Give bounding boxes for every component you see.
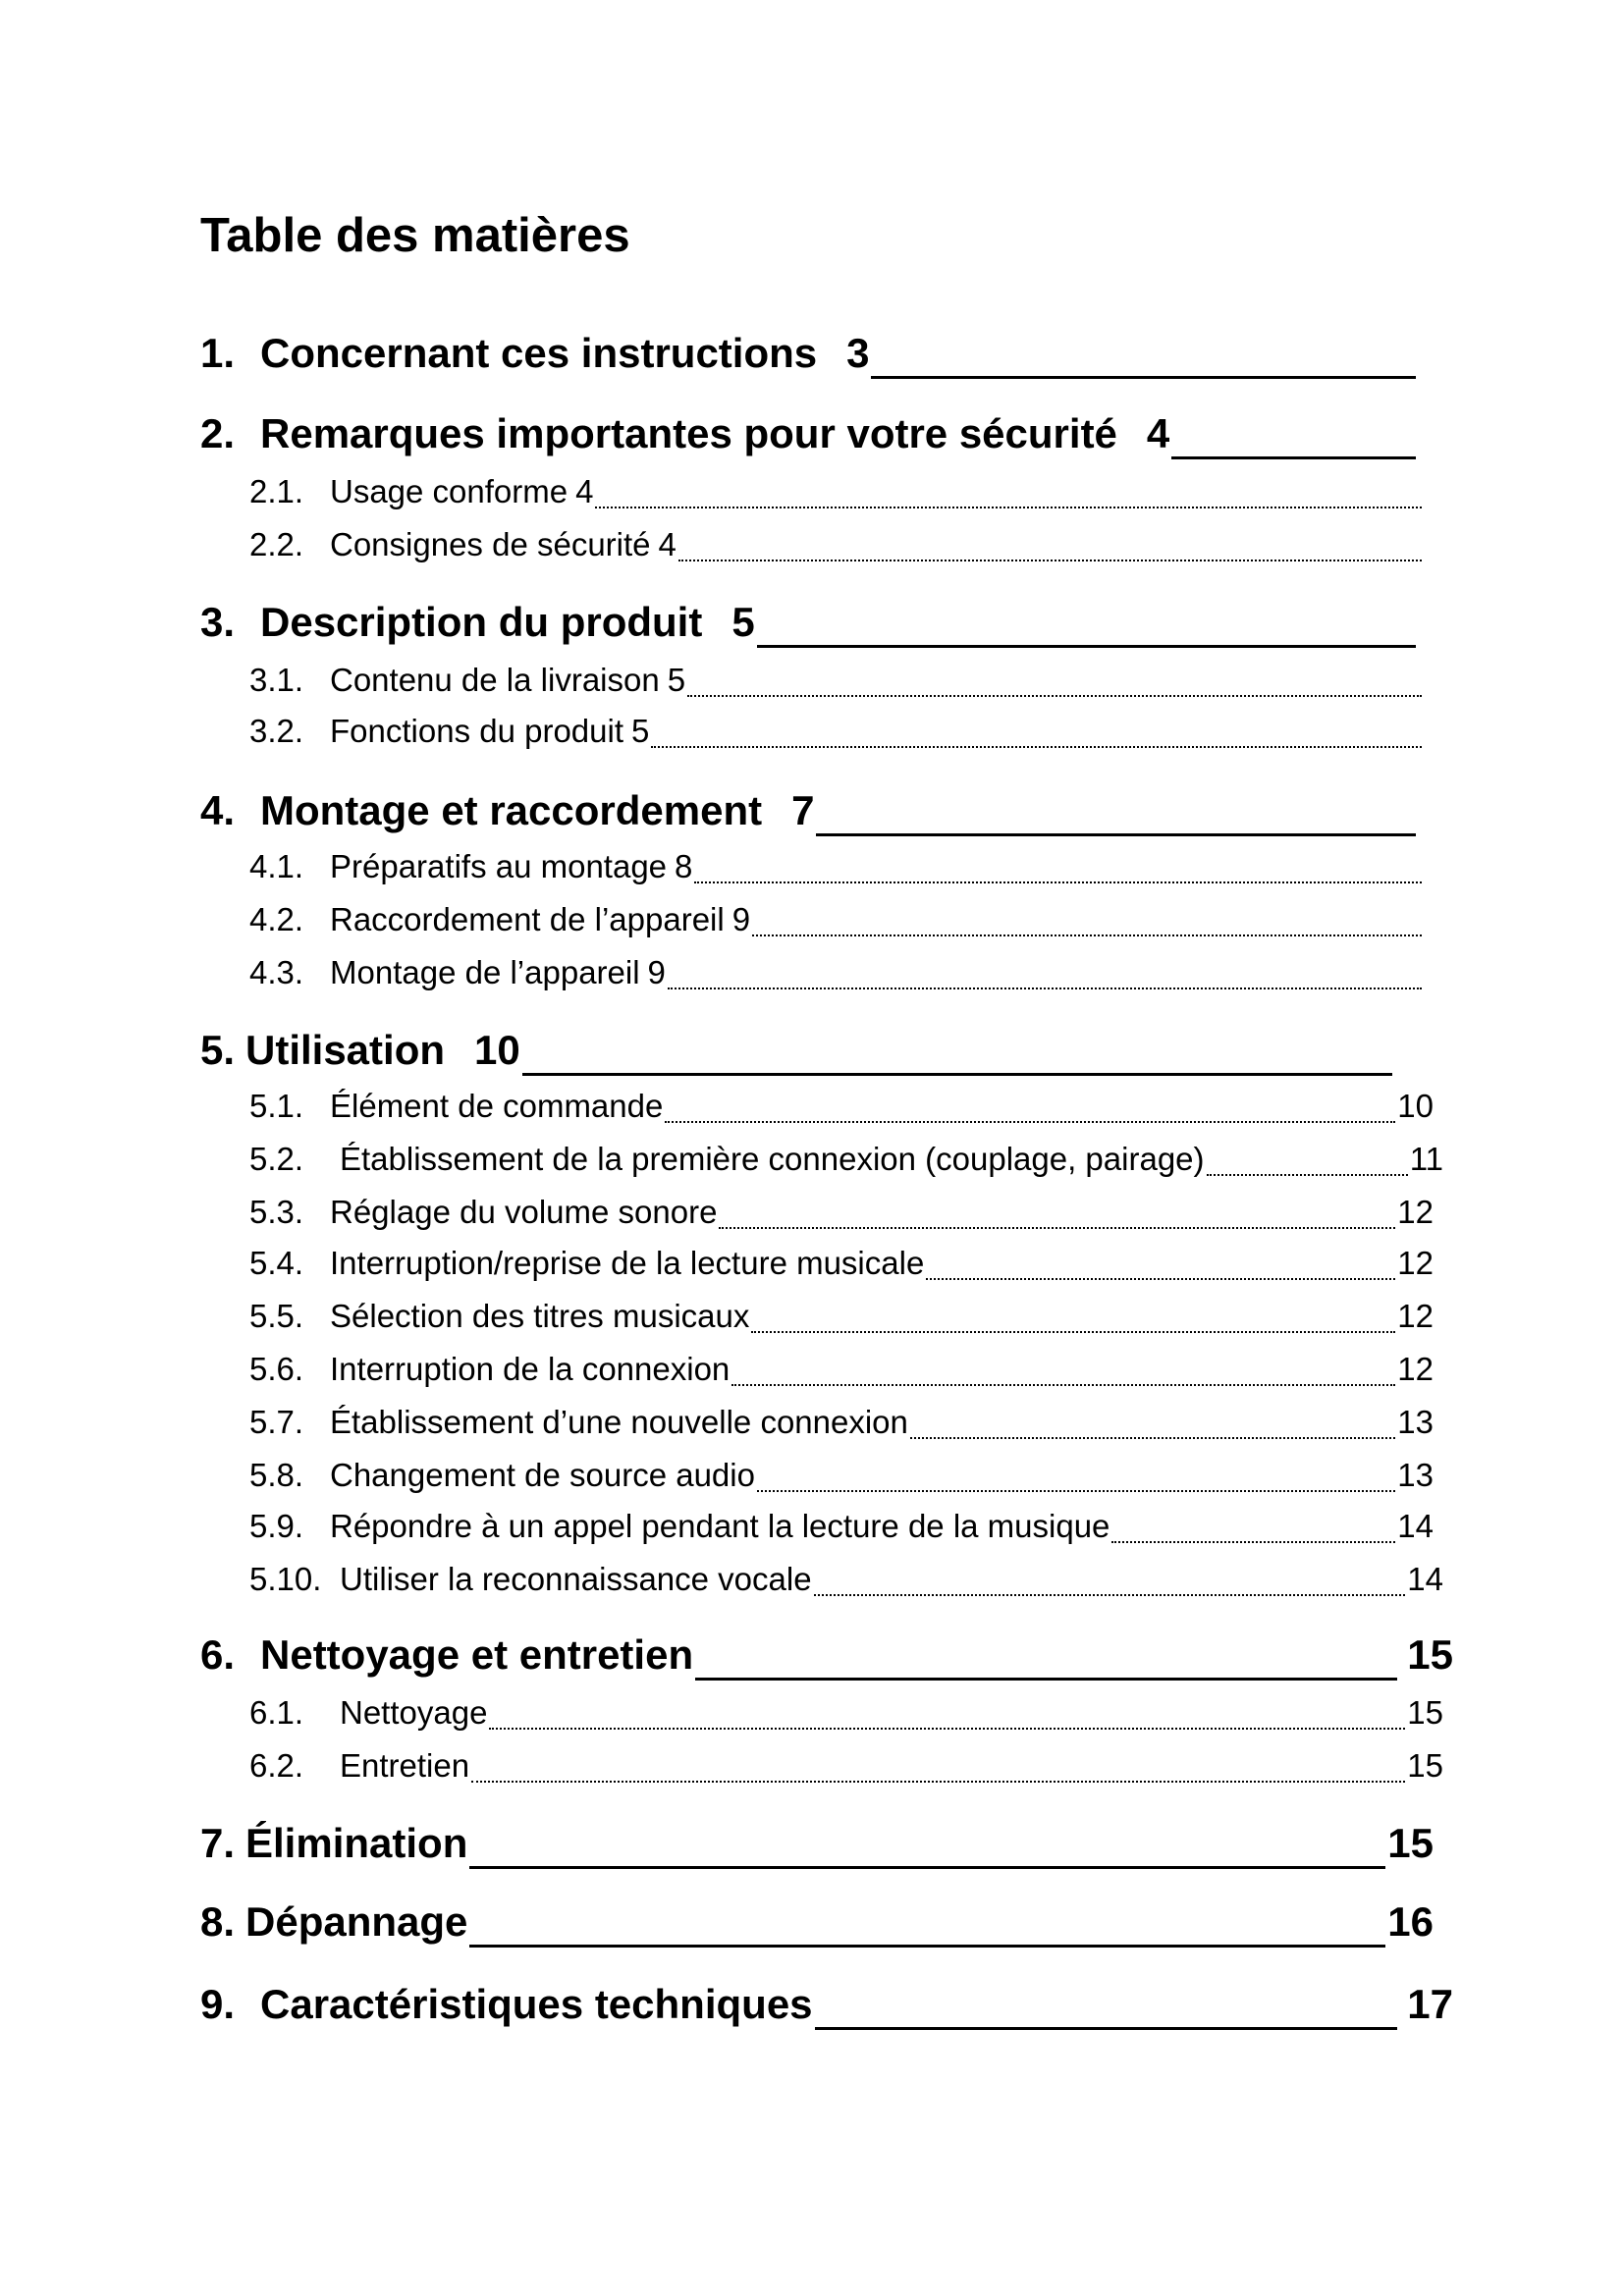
page-number: 13 bbox=[1397, 1457, 1434, 1493]
subsection-title: Établissement de la première connexion (couplage, pairage) bbox=[340, 1141, 1205, 1177]
subsection-number: 5.4. bbox=[249, 1245, 304, 1281]
subsection-number: 5.1. bbox=[249, 1088, 304, 1124]
toc-subsection-2-2[interactable] bbox=[249, 522, 1424, 567]
subsection-title: Interruption/reprise de la lecture musicale bbox=[330, 1245, 925, 1281]
dotted-leader bbox=[910, 1437, 1395, 1439]
page-number: 10 bbox=[474, 1027, 520, 1073]
subsection-title: Préparatifs au montage bbox=[330, 848, 668, 884]
subsection-number: 3.2. bbox=[249, 713, 304, 749]
toc-subsection-5-3[interactable] bbox=[249, 1190, 1434, 1235]
page-number: 5 bbox=[631, 713, 650, 749]
section-title: Montage et raccordement bbox=[260, 787, 763, 833]
dotted-leader bbox=[668, 988, 1422, 989]
section-number: 5. bbox=[200, 1027, 236, 1073]
leader-line bbox=[469, 1866, 1385, 1869]
section-number: 3. bbox=[200, 599, 236, 645]
page-number: 17 bbox=[1407, 1981, 1453, 2027]
page-number: 4 bbox=[1146, 410, 1170, 456]
section-number: 2. bbox=[200, 410, 236, 456]
section-title: Concernant ces instructions bbox=[260, 330, 818, 376]
toc-section-7[interactable] bbox=[200, 1814, 1434, 1871]
toc-subsection-6-1[interactable] bbox=[249, 1690, 1443, 1735]
subsection-number: 5.10. bbox=[249, 1561, 322, 1597]
dotted-leader bbox=[751, 1331, 1395, 1333]
subsection-title: Sélection des titres musicaux bbox=[330, 1298, 750, 1334]
toc-section-1[interactable] bbox=[200, 324, 1418, 381]
toc-subsection-6-2[interactable] bbox=[249, 1743, 1443, 1789]
subsection-title: Entretien bbox=[340, 1747, 470, 1784]
dotted-leader bbox=[678, 560, 1422, 561]
subsection-number: 6.1. bbox=[249, 1694, 304, 1731]
page-number: 8 bbox=[675, 848, 693, 884]
subsection-number: 5.3. bbox=[249, 1194, 304, 1230]
toc-subsection-2-1[interactable] bbox=[249, 469, 1424, 514]
subsection-title: Utiliser la reconnaissance vocale bbox=[340, 1561, 812, 1597]
section-title: Dépannage bbox=[245, 1898, 468, 1945]
toc-subsection-5-10[interactable] bbox=[249, 1557, 1443, 1602]
toc-subsection-3-1[interactable] bbox=[249, 658, 1424, 703]
subsection-title: Répondre à un appel pendant la lecture de la musique bbox=[330, 1508, 1110, 1544]
dotted-leader bbox=[489, 1728, 1405, 1730]
toc-subsection-3-2[interactable] bbox=[249, 709, 1424, 754]
section-title: Description du produit bbox=[260, 599, 703, 645]
page-number: 15 bbox=[1407, 1694, 1443, 1731]
toc-subsection-5-9[interactable] bbox=[249, 1504, 1434, 1549]
subsection-title: Interruption de la connexion bbox=[330, 1351, 731, 1387]
page-number: 14 bbox=[1407, 1561, 1443, 1597]
section-title: Élimination bbox=[245, 1820, 468, 1866]
toc-subsection-5-4[interactable] bbox=[249, 1241, 1434, 1286]
page-number: 12 bbox=[1397, 1298, 1434, 1334]
toc-subsection-5-1[interactable] bbox=[249, 1084, 1434, 1129]
page-number: 16 bbox=[1387, 1898, 1434, 1945]
toc-subsection-5-2[interactable] bbox=[249, 1137, 1443, 1182]
page-number: 5 bbox=[731, 599, 755, 645]
dotted-leader bbox=[651, 746, 1422, 748]
subsection-number: 6.2. bbox=[249, 1747, 304, 1784]
section-number: 4. bbox=[200, 787, 236, 833]
page-number: 4 bbox=[575, 473, 594, 509]
subsection-number: 4.2. bbox=[249, 901, 304, 937]
section-number: 9. bbox=[200, 1981, 236, 2027]
leader-line bbox=[469, 1945, 1385, 1948]
page-number: 5 bbox=[667, 662, 686, 698]
subsection-number: 4.1. bbox=[249, 848, 304, 884]
dotted-leader bbox=[471, 1781, 1405, 1783]
dotted-leader bbox=[926, 1278, 1395, 1280]
section-title: Caractéristiques techniques bbox=[260, 1981, 813, 2027]
page-number: 11 bbox=[1409, 1141, 1443, 1177]
subsection-title: Montage de l’appareil bbox=[330, 954, 640, 990]
dotted-leader bbox=[719, 1227, 1395, 1229]
leader-line bbox=[757, 645, 1416, 648]
dotted-leader bbox=[752, 934, 1422, 936]
page-number: 3 bbox=[846, 330, 870, 376]
dotted-leader bbox=[757, 1490, 1395, 1492]
subsection-number: 5.9. bbox=[249, 1508, 304, 1544]
page-number: 15 bbox=[1387, 1820, 1434, 1866]
subsection-title: Contenu de la livraison bbox=[330, 662, 660, 698]
subsection-number: 2.2. bbox=[249, 526, 304, 562]
page-number: 7 bbox=[791, 787, 815, 833]
page-number: 9 bbox=[731, 901, 751, 937]
toc-section-8[interactable] bbox=[200, 1893, 1434, 1949]
section-number: 8. bbox=[200, 1898, 236, 1945]
leader-line bbox=[815, 2027, 1398, 2030]
section-number: 1. bbox=[200, 330, 236, 376]
subsection-title: Fonctions du produit bbox=[330, 713, 624, 749]
section-title: Remarques importantes pour votre sécurité bbox=[260, 410, 1117, 456]
leader-line bbox=[522, 1073, 1392, 1076]
section-title: Utilisation bbox=[245, 1027, 446, 1073]
toc-section-3[interactable] bbox=[200, 593, 1418, 650]
page-number: 10 bbox=[1397, 1088, 1434, 1124]
dotted-leader bbox=[665, 1121, 1395, 1123]
toc-subsection-5-6[interactable] bbox=[249, 1347, 1434, 1392]
dotted-leader bbox=[694, 881, 1422, 883]
toc-subsection-5-5[interactable] bbox=[249, 1294, 1434, 1339]
toc-section-9[interactable] bbox=[200, 1975, 1453, 2032]
toc-subsection-4-2[interactable] bbox=[249, 897, 1424, 942]
leader-line bbox=[816, 833, 1416, 836]
subsection-number: 4.3. bbox=[249, 954, 304, 990]
subsection-number: 3.1. bbox=[249, 662, 304, 698]
page-number: 15 bbox=[1407, 1747, 1443, 1784]
toc-subsection-5-8[interactable] bbox=[249, 1453, 1434, 1498]
subsection-number: 5.2. bbox=[249, 1141, 304, 1177]
subsection-title: Réglage du volume sonore bbox=[330, 1194, 718, 1230]
subsection-number: 5.8. bbox=[249, 1457, 304, 1493]
toc-section-5[interactable] bbox=[200, 1021, 1394, 1078]
toc-subsection-4-1[interactable] bbox=[249, 844, 1424, 889]
page-number: 12 bbox=[1397, 1194, 1434, 1230]
page-title: Table des matières bbox=[200, 209, 630, 262]
subsection-title: Élément de commande bbox=[330, 1088, 664, 1124]
toc-section-4[interactable] bbox=[200, 781, 1418, 838]
dotted-leader bbox=[1207, 1174, 1408, 1176]
subsection-title: Nettoyage bbox=[340, 1694, 488, 1731]
page-number: 14 bbox=[1397, 1508, 1434, 1544]
section-number: 6. bbox=[200, 1631, 236, 1678]
leader-line bbox=[871, 376, 1416, 379]
dotted-leader bbox=[814, 1594, 1406, 1596]
dotted-leader bbox=[731, 1384, 1395, 1386]
subsection-title: Changement de source audio bbox=[330, 1457, 755, 1493]
page-number: 9 bbox=[647, 954, 666, 990]
subsection-title: Établissement d’une nouvelle connexion bbox=[330, 1404, 908, 1440]
subsection-title: Raccordement de l’appareil bbox=[330, 901, 725, 937]
dotted-leader bbox=[687, 695, 1422, 697]
page-number: 12 bbox=[1397, 1351, 1434, 1387]
subsection-number: 2.1. bbox=[249, 473, 304, 509]
toc-section-2[interactable] bbox=[200, 404, 1418, 461]
dotted-leader bbox=[595, 507, 1422, 508]
leader-line bbox=[1171, 456, 1416, 459]
page-number: 13 bbox=[1397, 1404, 1434, 1440]
subsection-title: Consignes de sécurité bbox=[330, 526, 651, 562]
page-number: 4 bbox=[658, 526, 677, 562]
toc-section-6[interactable] bbox=[200, 1626, 1453, 1682]
subsection-number: 5.5. bbox=[249, 1298, 304, 1334]
subsection-number: 5.6. bbox=[249, 1351, 304, 1387]
leader-line bbox=[695, 1678, 1397, 1681]
toc-subsection-4-3[interactable] bbox=[249, 950, 1424, 995]
section-title: Nettoyage et entretien bbox=[260, 1631, 694, 1678]
dotted-leader bbox=[1111, 1541, 1395, 1543]
page-number: 15 bbox=[1407, 1631, 1453, 1678]
toc-subsection-5-7[interactable] bbox=[249, 1400, 1434, 1445]
page-number: 12 bbox=[1397, 1245, 1434, 1281]
subsection-number: 5.7. bbox=[249, 1404, 304, 1440]
subsection-title: Usage conforme bbox=[330, 473, 568, 509]
section-number: 7. bbox=[200, 1820, 236, 1866]
